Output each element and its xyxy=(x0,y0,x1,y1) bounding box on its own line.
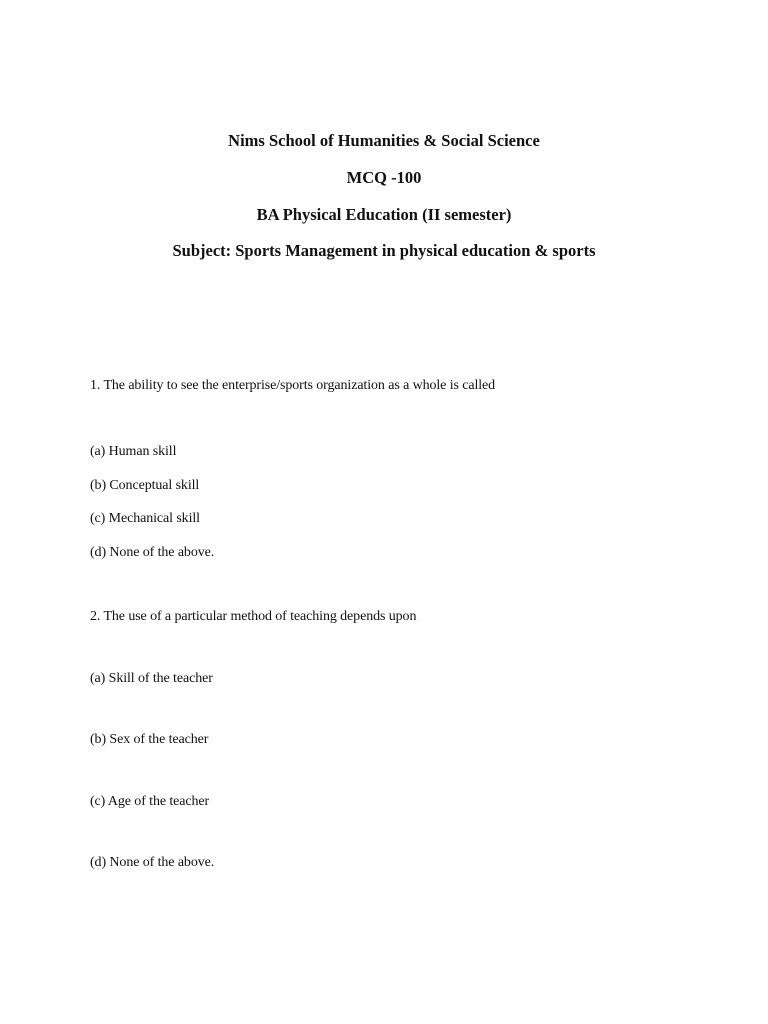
question-1-text: 1. The ability to see the enterprise/sports organization as a whole is called xyxy=(90,378,496,393)
question-1-option-b: (b) Conceptual skill xyxy=(90,478,200,493)
institution-title: Nims School of Humanities & Social Science xyxy=(228,131,540,150)
question-2-option-b: (b) Sex of the teacher xyxy=(90,732,209,747)
question-2-option-d: (d) None of the above. xyxy=(90,855,215,870)
question-2-text: 2. The use of a particular method of teaching depends upon xyxy=(90,609,417,624)
question-1-option-d: (d) None of the above. xyxy=(90,545,215,560)
question-2-option-a: (a) Skill of the teacher xyxy=(90,671,213,686)
program-title: BA Physical Education (II semester) xyxy=(256,205,512,224)
question-2-option-c: (c) Age of the teacher xyxy=(90,794,210,809)
question-1-option-c: (c) Mechanical skill xyxy=(90,511,200,526)
subject-title: Subject: Sports Management in physical education & sports xyxy=(172,241,596,260)
exam-code: MCQ -100 xyxy=(346,168,422,187)
question-1-option-a: (a) Human skill xyxy=(90,444,177,459)
